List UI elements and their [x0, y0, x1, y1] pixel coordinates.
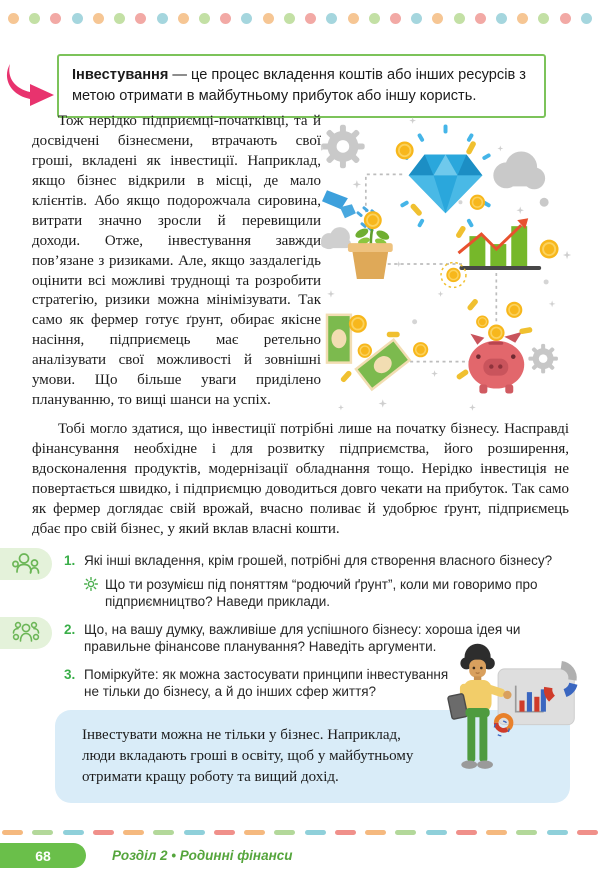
bottom-border-dashes	[0, 830, 600, 835]
main-content	[32, 112, 580, 424]
cloud-icon	[493, 151, 545, 189]
whiteboard-icon	[494, 665, 574, 736]
paragraph-2: Тобі могло здатися, що інвестиції потрібні лише на початку бізнесу. Насправді фінансування необхідне і для розвитку підприємства, його розширення, вдосконалення продуктів, модернізації обладнання тощо. Нерідко інвестиція не повертається швидко, і підприємцю доводиться довго чекати на прибуток. Так само як фермер доглядає свій врожай, вчасно поливає й удобрює ґрунт, підприємець дбає про свій бізнес, у який вклав власні кошти.	[32, 421, 569, 537]
definition-pointer-arrow-icon	[6, 58, 56, 106]
question-text: Які інші вкладення, крім грошей, потрібні для створення власного бізнесу?	[84, 553, 553, 568]
blue-bar	[527, 692, 532, 712]
question-1	[0, 552, 600, 611]
gear-icon	[321, 125, 365, 169]
leg	[467, 714, 475, 762]
face	[469, 660, 486, 678]
definition-text: Інвестування — це процес вкладення коштів або інших ресурсів з метою отримати в майбутньому прибуток або іншу користь.	[72, 67, 526, 104]
chapter-title: Розділ 2 • Родинні фінанси	[112, 848, 293, 863]
flower-pot-icon	[348, 243, 393, 279]
question-number: 3.	[64, 666, 76, 682]
hand	[503, 691, 511, 699]
investment-illustration	[321, 112, 580, 424]
paragraph-1: Тож нерідко підприємці-початківці, та й досвідчені бізнесмени, втрачають свої гроші, вкладені як інвестиції. Наприклад, якщо бізнес відкрили в місці, де мало клієнтів. Або якщо подорожчала сировина, витрати значно зросли й перевищили доходи. Отже, інвестування завжди пов’язане з ризиками. Але, якщо заздалегідь оцінити всі можливі труднощі та розробити стратегію, ризики можна мінімізувати. Так само як фермер готує ґрунт, обирає якісне насіння, підприємець має ретельно аналізувати свої можливості й зовнішні умови. Що більше уваги приділено плануванню, то вищі шанси на успіх.	[32, 113, 321, 409]
definition-section	[0, 54, 600, 118]
group-work-icon	[0, 617, 52, 649]
coin-icon	[476, 316, 489, 329]
pair-work-icon	[0, 548, 52, 580]
note-text: Інвестувати можна не тільки у бізнес. Наприклад, люди вкладають гроші в освіту, щоб у майбутньому отримати кращу роботу та вищий дохід.	[82, 727, 414, 785]
page-number-badge: 68	[0, 843, 86, 868]
banknote-icon	[327, 315, 351, 363]
sub-question-text: Що ти розумієш під поняттям “родючий ґрунт”, коли ми говоримо про підприємництво? Наведи приклади.	[105, 576, 538, 610]
definition-box	[57, 54, 546, 118]
sun-icon	[84, 577, 98, 591]
small-gear-icon	[528, 344, 558, 374]
piggy-bank-icon	[468, 325, 524, 394]
dashed-coin-icon	[441, 263, 466, 288]
small-cloud-icon	[321, 227, 351, 249]
coin-icon	[470, 195, 485, 210]
coin-icon	[396, 141, 414, 159]
footer	[0, 843, 600, 868]
shoe	[477, 760, 493, 768]
red-bar	[519, 701, 524, 712]
red-bar	[534, 697, 539, 712]
question-number: 2.	[64, 621, 76, 637]
coin-icon	[540, 240, 559, 259]
coin-icon	[413, 342, 428, 357]
coin-icon	[506, 302, 522, 318]
question-text: Що, на вашу думку, важливіше для успішного бізнесу: хороша ідея чи правильне фінансове планування? Наведіть аргументи.	[84, 621, 521, 655]
money-plant-icon	[354, 211, 391, 247]
coin-icon	[358, 344, 372, 358]
definition-term: Інвестування	[72, 67, 169, 83]
sub-question	[84, 576, 572, 611]
leg	[479, 714, 487, 762]
coin-icon	[349, 315, 367, 333]
shoe	[461, 760, 477, 768]
question-number: 1.	[64, 553, 76, 568]
top-border-dots	[8, 13, 592, 24]
question-text: Поміркуйте: як можна застосувати принципи інвестування не тільки до бізнесу, а й до інших сфер життя?	[84, 666, 449, 700]
presenter-character-illustration	[437, 641, 587, 818]
